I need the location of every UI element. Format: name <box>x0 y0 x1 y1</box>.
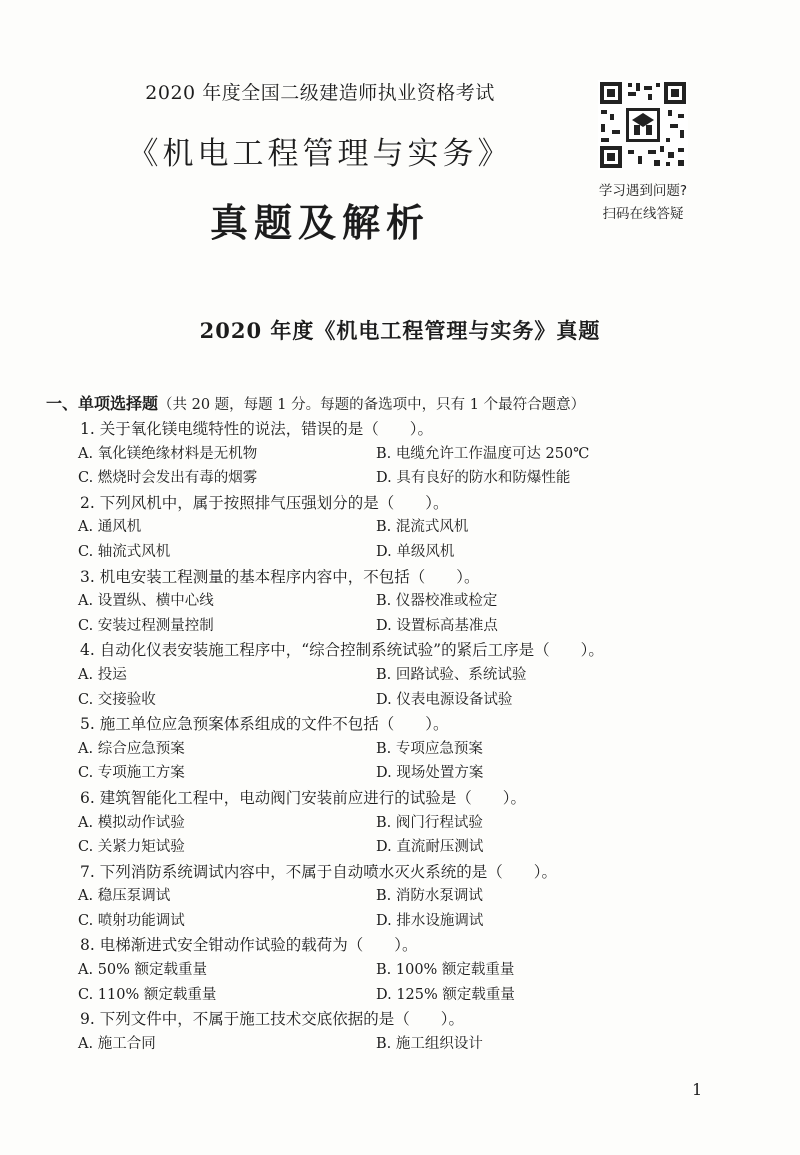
option-b: B. 阀门行程试验 <box>376 814 483 831</box>
option-c: C. 燃烧时会发出有毒的烟雾 <box>78 470 258 487</box>
question-stem: 8. 电梯渐进式安全钳动作试验的载荷为（ ）。 <box>80 936 418 955</box>
question-list <box>78 417 768 1056</box>
option-c: C. 交接验收 <box>78 691 156 708</box>
question-stem: 2. 下列风机中，属于按照排气压强划分的是（ ）。 <box>80 493 449 512</box>
option-c: C. 喷射功能调试 <box>78 912 185 929</box>
question-stem: 6. 建筑智能化工程中，电动阀门安装前应进行的试验是（ ）。 <box>80 788 526 807</box>
page-number: 1 <box>692 1080 703 1099</box>
option-d: D. 直流耐压测试 <box>376 839 484 856</box>
option-b: B. 仪器校准或检定 <box>376 593 498 610</box>
qr-code-icon[interactable] <box>598 80 688 170</box>
option-c: C. 轴流式风机 <box>78 543 171 560</box>
section-heading <box>46 391 786 414</box>
question-5 <box>78 712 768 786</box>
section-heading-label: 一、单项选择题 <box>46 394 159 413</box>
question-9 <box>78 1007 768 1056</box>
question-7 <box>78 860 768 934</box>
option-a: A. 稳压泵调试 <box>78 888 171 905</box>
option-a: A. 模拟动作试验 <box>78 814 185 831</box>
option-c: C. 关紧力矩试验 <box>78 839 185 856</box>
question-1 <box>78 417 768 491</box>
question-3 <box>78 565 768 639</box>
section-title: 2020 年度《机电工程管理与实务》真题 <box>199 318 601 343</box>
option-d: D. 仪表电源设备试验 <box>376 691 513 708</box>
question-stem: 5. 施工单位应急预案体系组成的文件不包括（ ）。 <box>80 715 449 734</box>
question-6 <box>78 786 768 860</box>
option-b: B. 专项应急预案 <box>376 740 483 757</box>
option-d: D. 排水设施调试 <box>376 912 484 929</box>
option-d: D. 具有良好的防水和防爆性能 <box>376 470 571 487</box>
option-b: B. 消防水泵调试 <box>376 888 483 905</box>
question-4 <box>78 638 768 712</box>
option-b: B. 回路试验、系统试验 <box>376 666 527 683</box>
option-d: D. 设置标高基准点 <box>376 617 498 634</box>
question-2 <box>78 491 768 565</box>
option-c: C. 110% 额定载重量 <box>78 986 217 1003</box>
book-title: 《机电工程管理与实务》 <box>127 136 513 172</box>
page-title: 真题及解析 <box>209 201 430 245</box>
option-c: C. 安装过程测量控制 <box>78 617 214 634</box>
question-8 <box>78 933 768 1007</box>
option-a: A. 设置纵、横中心线 <box>78 593 214 610</box>
question-stem: 7. 下列消防系统调试内容中，不属于自动喷水灭火系统的是（ ）。 <box>80 862 557 881</box>
option-d: D. 125% 额定载重量 <box>376 986 515 1003</box>
option-b: B. 电缆允许工作温度可达 250℃ <box>376 445 590 462</box>
option-a: A. 50% 额定载重量 <box>78 962 208 979</box>
exam-line: 2020 年度全国二级建造师执业资格考试 <box>145 82 495 104</box>
option-b: B. 混流式风机 <box>376 519 469 536</box>
option-c: C. 专项施工方案 <box>78 765 185 782</box>
question-stem: 9. 下列文件中，不属于施工技术交底依据的是（ ）。 <box>80 1010 464 1029</box>
qr-caption-question: 学习遇到问题? <box>598 183 688 199</box>
option-a: A. 综合应急预案 <box>78 740 185 757</box>
question-stem: 4. 自动化仪表安装施工程序中，“综合控制系统试验”的紧后工序是（ ）。 <box>80 641 604 660</box>
option-d: D. 现场处置方案 <box>376 765 484 782</box>
section-heading-description: （共 20 题，每题 1 分。每题的备选项中，只有 1 个最符合题意） <box>158 397 586 413</box>
question-stem: 3. 机电安装工程测量的基本程序内容中，不包括（ ）。 <box>80 567 480 586</box>
option-a: A. 投运 <box>78 666 127 683</box>
option-a: A. 通风机 <box>78 519 142 536</box>
option-a: A. 施工合同 <box>78 1035 156 1052</box>
question-stem: 1. 关于氧化镁电缆特性的说法，错误的是（ ）。 <box>80 420 433 438</box>
option-b: B. 施工组织设计 <box>376 1035 483 1052</box>
qr-caption-scan: 扫码在线答疑 <box>602 206 684 222</box>
option-d: D. 单级风机 <box>376 543 455 560</box>
option-a: A. 氧化镁绝缘材料是无机物 <box>78 445 258 462</box>
option-b: B. 100% 额定载重量 <box>376 962 515 979</box>
